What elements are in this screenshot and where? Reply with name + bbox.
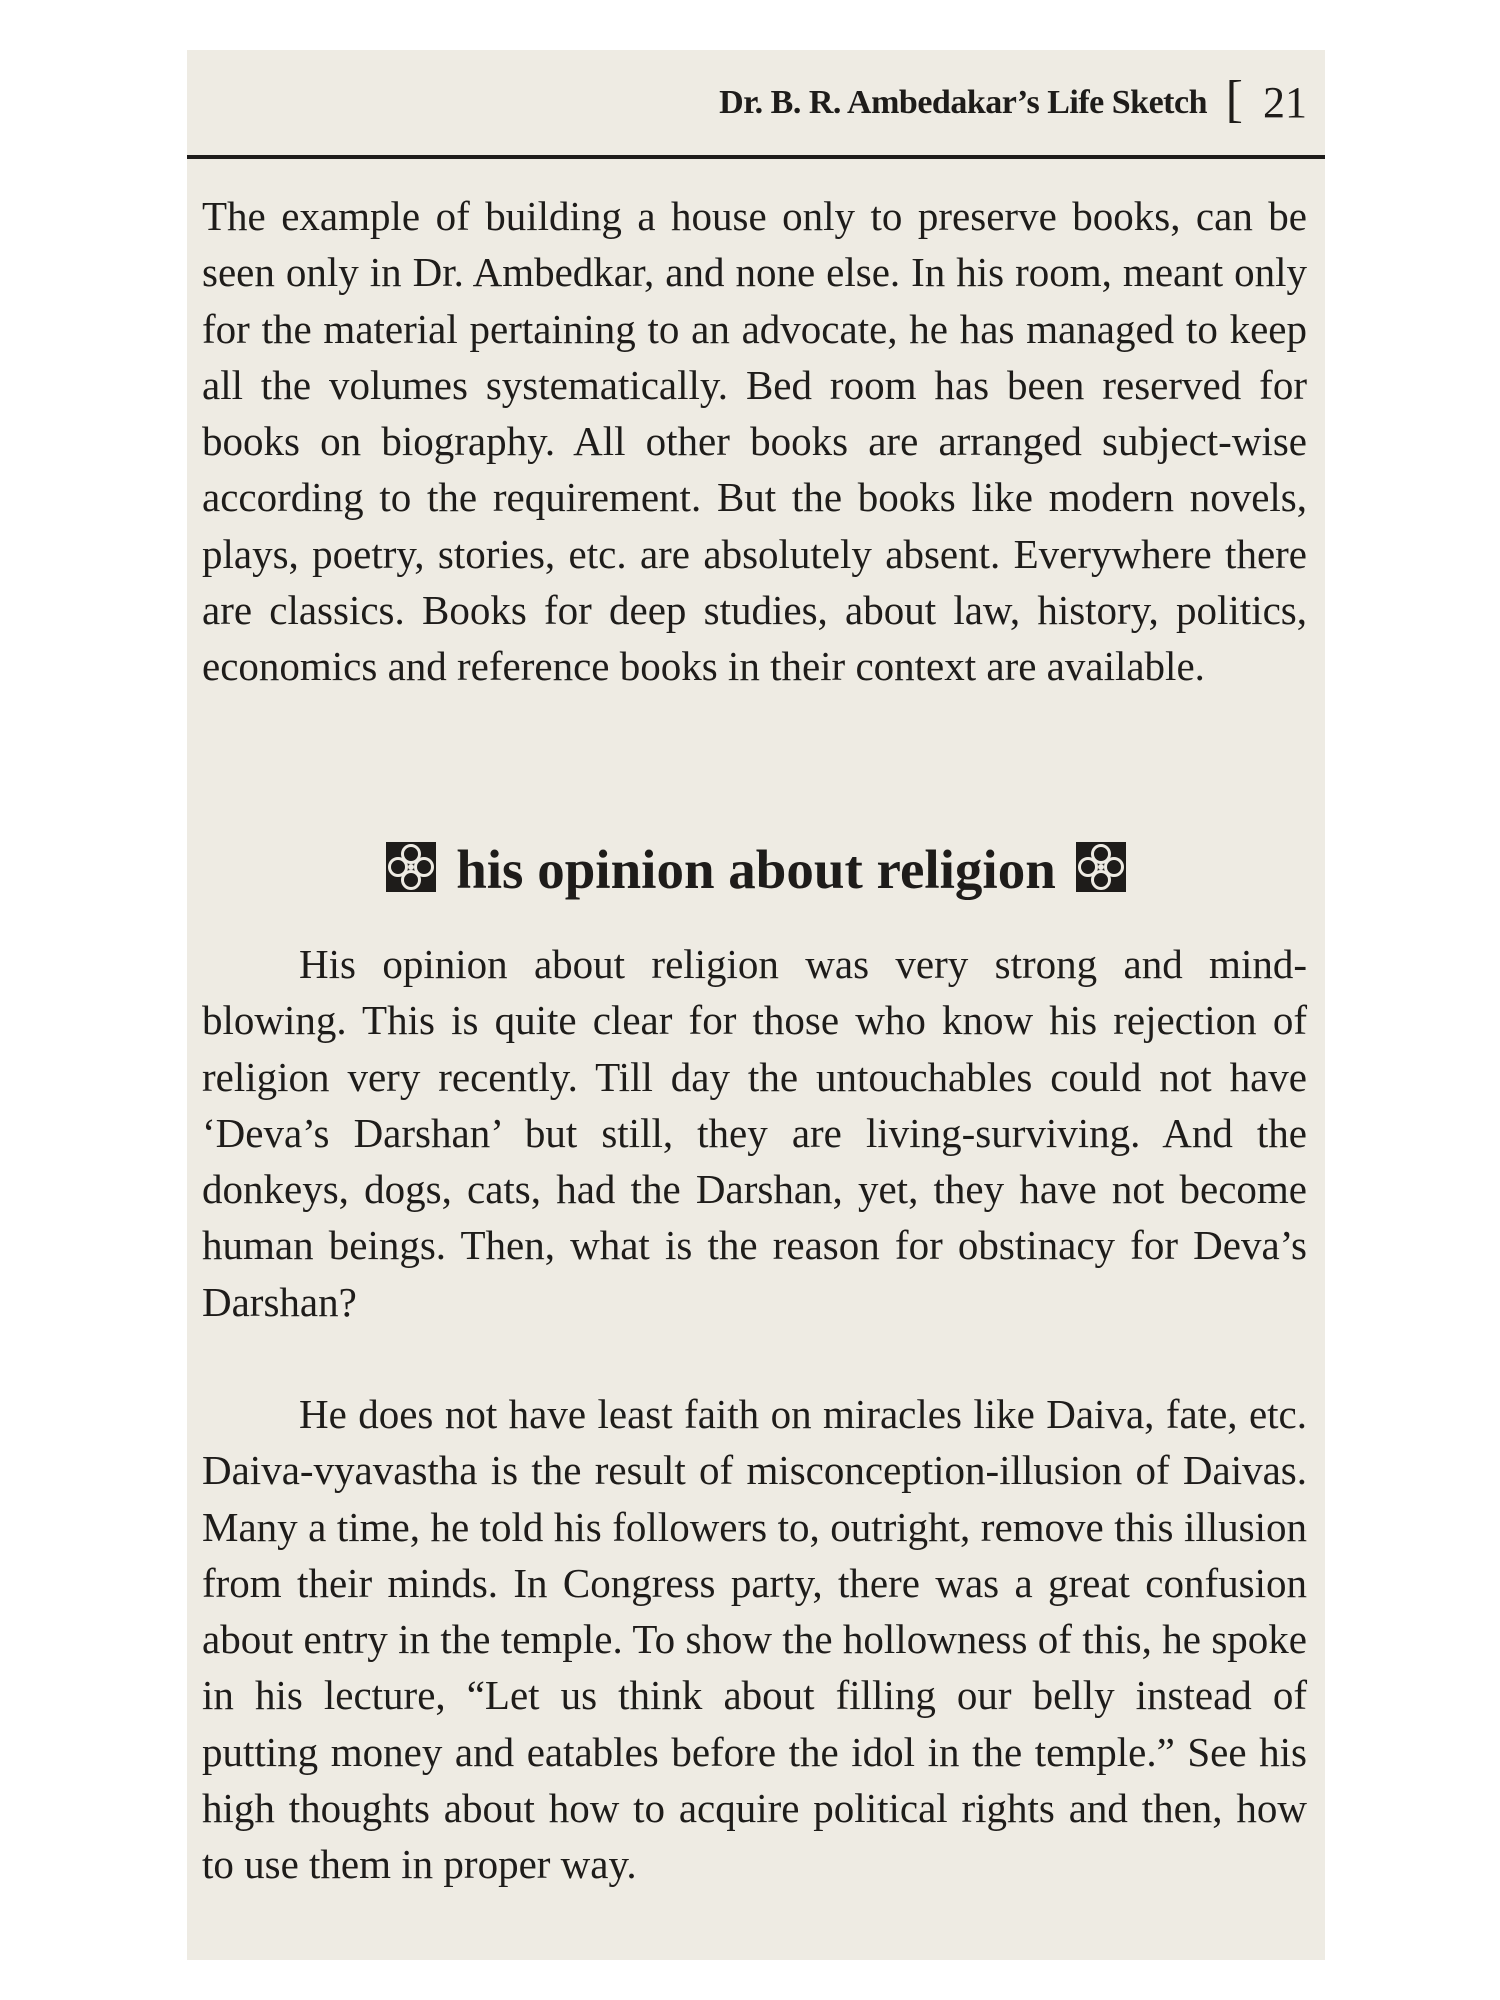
- header-rule: [187, 155, 1325, 159]
- paragraph-religion-opinion: His opinion about religion was very strong and mind-blowing. This is quite clear for those who know his rejection of religion very recently. Till day the untouchables could not have ‘Deva’s Darshan’ but still, they are living-surviving. And the donkeys, dogs, cats, had the Darshan, yet, they have not become human beings. Then, what is the reason for obstinacy for Deva’s Darshan?: [202, 941, 1307, 1325]
- paragraph-miracles: He does not have least faith on miracles like Daiva, fate, etc. Daiva-vyavastha is the result of misconception-illusion of Daivas. Many a time, he told his followers to, outright, remove this illusion from their minds. In Congress party, there was a great confusion about entry in the temple. To show the hollowness of this, he spoke in his lecture, “Let us think about filling our belly instead of putting money and eatables before the idol in the temple.” See his high thoughts about how to acquire political rights and then, how to use them in proper way.: [202, 1391, 1307, 1888]
- quatrefoil-ornament-icon: [1074, 840, 1128, 894]
- book-page: [187, 50, 1325, 1960]
- quatrefoil-ornament-icon: [384, 840, 438, 894]
- header-bracket: [: [1225, 71, 1243, 128]
- running-title: Dr. B. R. Ambedakar’s Life Sketch: [719, 84, 1207, 121]
- paragraph-books: The example of building a house only to preserve books, can be seen only in Dr. Ambedkar, and none else. In his room, meant only for the material pertaining to an advocate, he has managed to keep all the volumes systematically. Bed room has been reserved for books on biography. All other books are arranged subject-wise according to the requirement. But the books like modern novels, plays, poetry, stories, etc. are absolutely absent. Everywhere there are classics. Books for deep studies, about law, history, politics, economics and reference books in their context are available.: [202, 193, 1307, 690]
- section-heading: [187, 838, 1325, 902]
- page-number: 21: [1263, 78, 1307, 127]
- section-heading-text: his opinion about religion: [456, 839, 1056, 900]
- page-header: [187, 50, 1325, 156]
